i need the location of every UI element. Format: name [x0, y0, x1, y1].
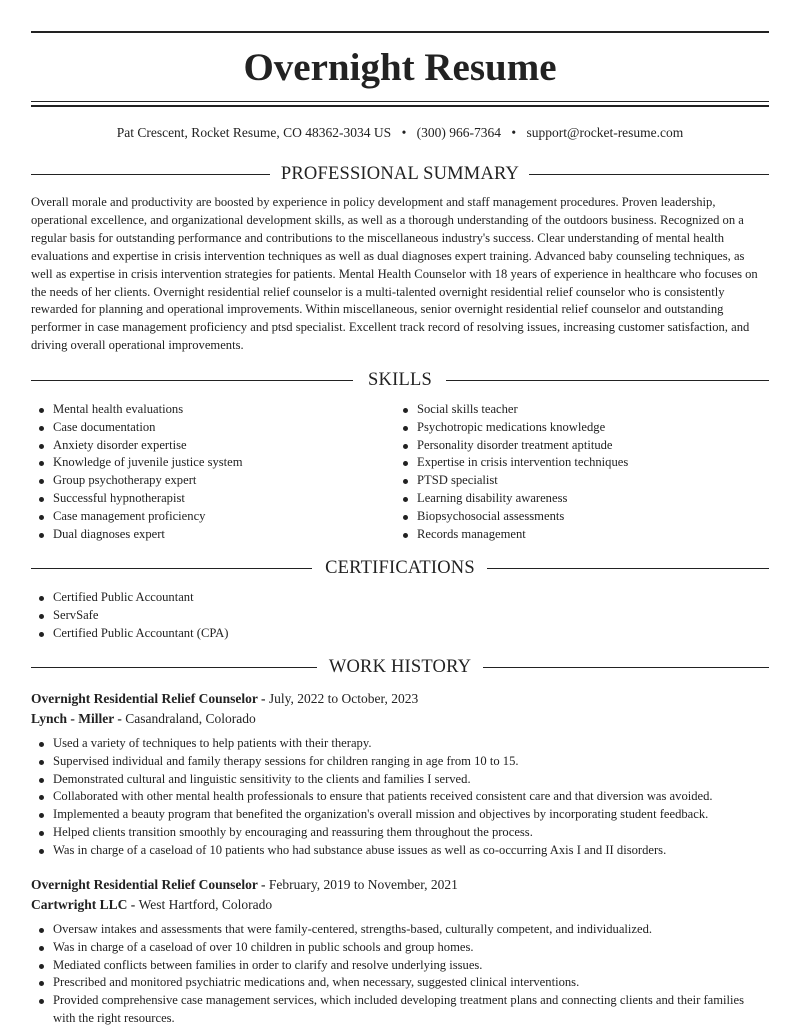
- certifications-list: [31, 589, 769, 642]
- certifications-heading-label: CERTIFICATIONS: [325, 558, 475, 578]
- job-duty: Used a variety of techniques to help patients with their therapy.: [31, 735, 769, 753]
- skill-item: Biopsychosocial assessments: [395, 508, 769, 526]
- job-employer: Cartwright LLC: [31, 897, 128, 912]
- skill-item: Social skills teacher: [395, 401, 769, 419]
- work-history-heading: [31, 655, 769, 679]
- skills-heading-label: SKILLS: [368, 370, 432, 390]
- job-employer: Lynch - Miller: [31, 711, 114, 726]
- skill-item: PTSD specialist: [395, 472, 769, 490]
- job-location: Casandraland, Colorado: [125, 711, 256, 726]
- top-rule: [31, 31, 769, 33]
- job-duty: Was in charge of a caseload of over 10 children in public schools and group homes.: [31, 939, 769, 957]
- job-title: Overnight Residential Relief Counselor: [31, 877, 258, 892]
- skill-item: Records management: [395, 526, 769, 544]
- heading-rule-right: [529, 174, 769, 175]
- skill-item: Case documentation: [31, 419, 391, 437]
- job-duty: Provided comprehensive case management services, which included developing treatment plans and connecting clients and their families with the right resources.: [31, 992, 769, 1028]
- job-duty: Demonstrated cultural and linguistic sensitivity to the clients and families I served.: [31, 771, 769, 789]
- job-duty: Oversaw intakes and assessments that were family-centered, strengths-based, culturally competent, and individualized.: [31, 921, 769, 939]
- heading-rule-right: [483, 667, 769, 668]
- skill-item: Dual diagnoses expert: [31, 526, 391, 544]
- skill-item: Personality disorder treatment aptitude: [395, 437, 769, 455]
- skill-item: Mental health evaluations: [31, 401, 391, 419]
- title-rule-lower: [31, 105, 769, 107]
- skill-item: Successful hypnotherapist: [31, 490, 391, 508]
- job-dash: -: [127, 897, 139, 912]
- summary-text: Overall morale and productivity are boosted by experience in policy development and staff management procedures. Proven leadership, operational excellence, and organizational development skills, as well as a thorough understanding of the outdoors business. Recognized on a regular basis for outstanding performance and contributions to the miscellaneous industry's success. Clear understanding of mental health evaluations and expertise in crisis intervention techniques as well as dual diagnoses expert training. Advanced baby counseling techniques, as well as expertise in crisis intervention strategies for patients. Mental Health Counselor with 18 years of experience in healthcare who focuses on the needs of her clients. Overnight residential relief counselor is a multi-talented overnight residential relief counselor who is consistently rewarded for planning and operational improvements. Within miscellaneous, senior overnight residential relief counselor and outstanding performer in case management proficiency and ptsd specialist. Excellent track record of resolving issues, increasing customer satisfaction, and driving overall operational improvements.: [31, 195, 758, 353]
- skill-item: Learning disability awareness: [395, 490, 769, 508]
- job-dates: July, 2022 to October, 2023: [268, 691, 419, 706]
- summary-heading: [31, 162, 769, 186]
- skill-item: Anxiety disorder expertise: [31, 437, 391, 455]
- skill-item: Expertise in crisis intervention techniques: [395, 454, 769, 472]
- skill-item: Group psychotherapy expert: [31, 472, 391, 490]
- job-duties-list: [31, 735, 769, 860]
- job-duty: Prescribed and monitored psychiatric medications and, when necessary, suggested clinical interventions.: [31, 974, 769, 992]
- resume-title: Overnight Resume: [243, 46, 557, 89]
- contact-separator: •: [401, 125, 407, 140]
- contact-separator: •: [511, 125, 517, 140]
- heading-rule-right: [446, 380, 769, 381]
- job-dash: -: [257, 877, 269, 892]
- job-duty: Was in charge of a caseload of 10 patients who had substance abuse issues as well as co-occurring Axis I and II disorders.: [31, 842, 769, 860]
- contact-address: Pat Crescent, Rocket Resume, CO 48362-3034 US: [116, 125, 392, 140]
- skills-list-right: [395, 401, 769, 543]
- certification-item: Certified Public Accountant (CPA): [31, 625, 769, 643]
- certification-item: Certified Public Accountant: [31, 589, 769, 607]
- title-rule-upper: [31, 101, 769, 102]
- certification-item: ServSafe: [31, 607, 769, 625]
- skill-item: Psychotropic medications knowledge: [395, 419, 769, 437]
- work-history-heading-label: WORK HISTORY: [328, 657, 472, 677]
- job-duties-list: [31, 921, 769, 1028]
- job-dash: -: [257, 691, 269, 706]
- contact-phone: (300) 966-7364: [416, 125, 502, 140]
- job-dash: -: [114, 711, 126, 726]
- job-title-line: [31, 875, 769, 894]
- skill-item: Knowledge of juvenile justice system: [31, 454, 391, 472]
- heading-rule-right: [487, 568, 769, 569]
- job-employer-line: [31, 895, 769, 914]
- certifications-heading: [31, 556, 769, 580]
- contact-email: support@rocket-resume.com: [526, 125, 684, 140]
- job-duty: Helped clients transition smoothly by encouraging and reassuring them throughout the process.: [31, 824, 769, 842]
- skills-heading: [31, 368, 769, 392]
- skills-list-left: [31, 401, 391, 543]
- job-dates: February, 2019 to November, 2021: [268, 877, 458, 892]
- job-duty: Supervised individual and family therapy sessions for children ranging in age from 10 to 15.: [31, 753, 769, 771]
- job-duty: Implemented a beauty program that benefited the organization's overall mission and objectives by incorporating student feedback.: [31, 806, 769, 824]
- job-location: West Hartford, Colorado: [138, 897, 273, 912]
- job-title: Overnight Residential Relief Counselor: [31, 691, 258, 706]
- summary-heading-label: PROFESSIONAL SUMMARY: [280, 164, 520, 184]
- skill-item: Case management proficiency: [31, 508, 391, 526]
- job-employer-line: [31, 709, 769, 728]
- job-title-line: [31, 689, 769, 708]
- contact-line: [31, 124, 769, 142]
- job-duty: Collaborated with other mental health professionals to ensure that patients received consistent care and that diversion was avoided.: [31, 788, 769, 806]
- job-duty: Mediated conflicts between families in order to clarify and resolve underlying issues.: [31, 957, 769, 975]
